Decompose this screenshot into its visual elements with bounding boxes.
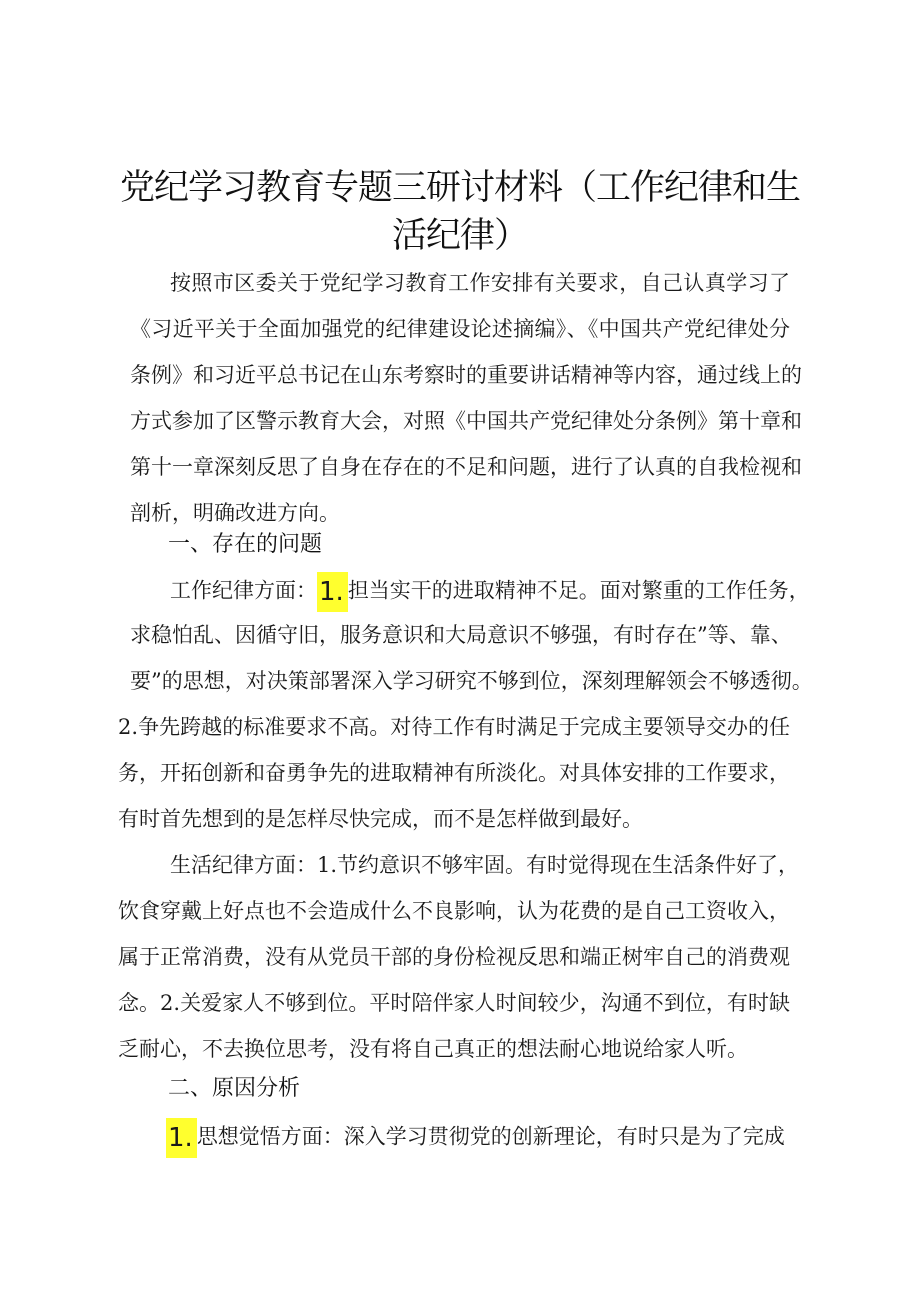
life-discipline-line-5: 乏耐心，不去换位思考，没有将自己真正的想法耐心地说给家人听。	[118, 1037, 748, 1061]
life-discipline-line-2: 饮食穿戴上好点也不会造成什么不良影响，认为花费的是自己工资收入，	[118, 899, 790, 923]
section-heading-causes: 二、原因分析	[168, 1076, 301, 1101]
work-discipline-point-1: 担当实干的进取精神不足。面对繁重的工作任务，	[347, 578, 810, 603]
highlighted-marker: 1.	[166, 1118, 197, 1158]
intro-line-5: 第十一章深刻反思了自身在存在的不足和问题，进行了认真的自我检视和	[130, 455, 802, 479]
cause-line-1	[166, 1118, 790, 1158]
cause-point-1: 思想觉悟方面：深入学习贯彻党的创新理论，有时只是为了完成	[196, 1124, 785, 1149]
work-discipline-line-6: 有时首先想到的是怎样尽快完成，而不是怎样做到最好。	[118, 807, 643, 831]
intro-line-1: 按照市区委关于党纪学习教育工作安排有关要求，自己认真学习了	[170, 271, 790, 295]
work-discipline-line-4: 2.争先跨越的标准要求不高。对待工作有时满足于完成主要领导交办的任	[118, 715, 790, 739]
highlighted-marker: 1.	[317, 572, 348, 612]
work-discipline-line-5: 务，开拓创新和奋勇争先的进取精神有所淡化。对具体安排的工作要求，	[118, 761, 790, 785]
work-discipline-line-3: 要”的思想，对决策部署深入学习研究不够到位，深刻理解领会不够透彻。	[130, 669, 813, 693]
life-discipline-line-3: 属于正常消费，没有从党员干部的身份检视反思和端正树牢自己的消费观	[118, 945, 790, 969]
section-heading-problems: 一、存在的问题	[168, 532, 323, 557]
intro-line-2: 《习近平关于全面加强党的纪律建设论述摘编》、《中国共产党纪律处分	[130, 317, 790, 341]
intro-line-3: 条例》和习近平总书记在山东考察时的重要讲话精神等内容，通过线上的	[130, 363, 802, 387]
work-discipline-line-2: 求稳怕乱、因循守旧，服务意识和大局意识不够强，有时存在”等、靠、	[130, 623, 792, 647]
intro-line-6: 剖析，明确改进方向。	[130, 501, 340, 525]
life-discipline-line-4: 念。2.关爱家人不够到位。平时陪伴家人时间较少，沟通不到位，有时缺	[118, 991, 790, 1015]
intro-line-4: 方式参加了区警示教育大会，对照《中国共产党纪律处分条例》第十章和	[130, 409, 802, 433]
work-discipline-label: 工作纪律方面：	[170, 578, 317, 603]
life-discipline-line-1: 生活纪律方面：1.节约意识不够牢固。有时觉得现在生活条件好了，	[170, 853, 800, 877]
document-title-line-2: 活纪律）	[391, 216, 528, 256]
document-title-line-1: 党纪学习教育专题三研讨材料（工作纪律和生	[119, 168, 800, 208]
work-discipline-line-1	[170, 572, 810, 612]
